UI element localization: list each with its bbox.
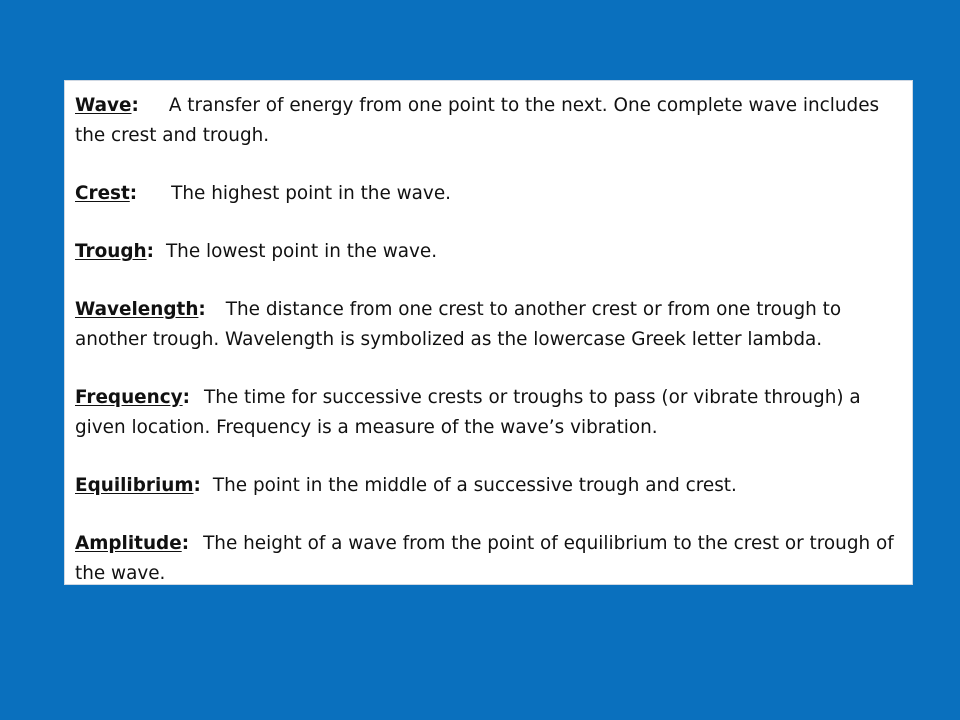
- term-colon: :: [182, 387, 190, 408]
- definition-frequency: [75, 383, 902, 443]
- definition-wave: [75, 91, 902, 151]
- definition-crest: [75, 179, 902, 209]
- definition-equilibrium: [75, 471, 902, 501]
- term-colon: :: [193, 475, 201, 496]
- term-label: Wavelength: [75, 299, 199, 320]
- definition-text: A transfer of energy from one point to the next. One complete wave includes the crest and trough.: [75, 95, 880, 146]
- definition-text: The lowest point in the wave.: [165, 241, 438, 262]
- term-label: Amplitude: [75, 533, 182, 554]
- term-label: Crest: [75, 183, 130, 204]
- definition-text: The point in the middle of a successive trough and crest.: [212, 475, 737, 496]
- term-colon: :: [129, 183, 138, 204]
- definition-text: The height of a wave from the point of equilibrium to the crest or trough of the wave.: [75, 533, 894, 584]
- term-label: Equilibrium: [75, 475, 194, 496]
- definition-text: The distance from one crest to another crest or from one trough to another trough. Wavelength is symbolized as the lowercase Greek letter lambda.: [75, 299, 842, 350]
- term-label: Trough: [75, 241, 147, 262]
- term-label: Frequency: [75, 387, 183, 408]
- term-colon: :: [198, 299, 206, 320]
- definition-text: The highest point in the wave.: [171, 183, 451, 204]
- term-colon: :: [146, 241, 154, 262]
- term-label: Wave: [75, 95, 132, 116]
- definition-trough: [75, 237, 902, 267]
- definition-amplitude: [75, 529, 902, 589]
- definitions-card: [64, 80, 913, 585]
- term-colon: :: [181, 533, 190, 554]
- term-colon: :: [131, 95, 139, 116]
- definition-wavelength: [75, 295, 902, 355]
- definition-text: The time for successive crests or troughs to pass (or vibrate through) a given location. Frequency is a measure of the wave’s vibration.: [75, 387, 861, 438]
